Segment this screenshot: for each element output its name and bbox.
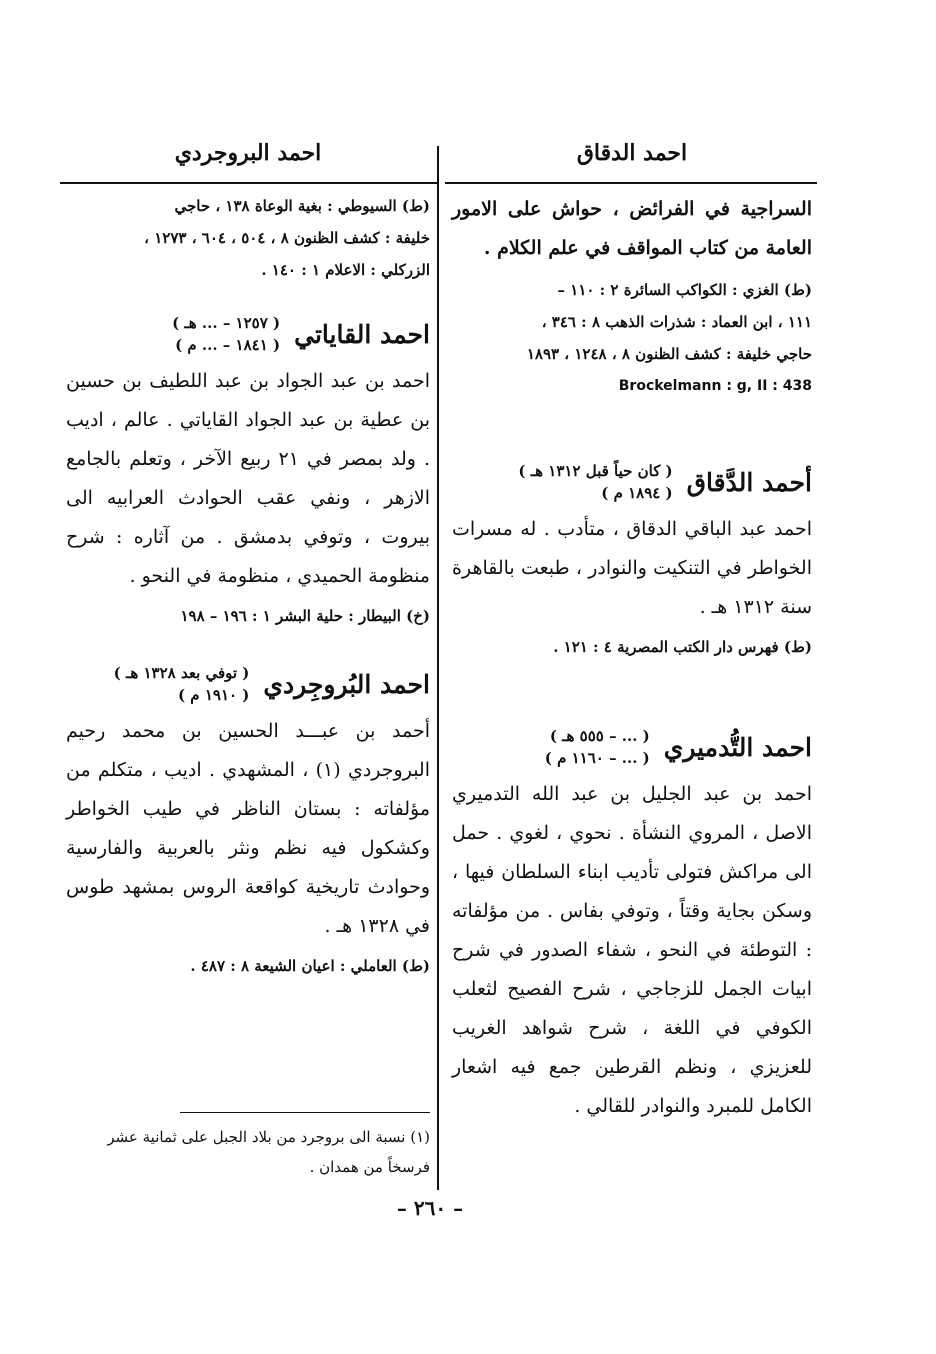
entry-name: احمد القاياتي (294, 319, 430, 349)
footnote: (١) نسبة الى بروجرد من بلاد الجبل على ثمانية عشر فرسخاً من همدان . (107, 1128, 430, 1176)
date-gregorian: ( ١٨٤١ – ... م ) (175, 336, 281, 354)
reference-line: ١١١ ، ابن العماد : شذرات الذهب ٨ : ٣٤٦ ، (541, 313, 812, 331)
page-number: – ٢٦٠ – (396, 1196, 464, 1220)
reference-line: خليفة : كشف الظنون ٨ ، ٥٠٤ ، ٦٠٤ ، ١٢٧٣ ، (144, 229, 430, 247)
entry-text: احمد عبد الباقي الدقاق ، متأدب . له مسرات الخواطر في التنكيت والنوادر ، طبعت بالقاهرة سنة ١٣١٢ هـ . (452, 518, 812, 618)
reference-line: (ط) السيوطي : بغية الوعاة ١٣٨ ، حاجي (174, 197, 430, 215)
date-gregorian: ( ١٩١٠ م ) (177, 686, 250, 704)
header-rule-left (60, 182, 438, 184)
entry-text: احمد بن عبد الجواد بن عبد اللطيف بن حسين بن عطية بن عبد الجواد القاياتي . عالم ، اديب . ولد بمصر في ٢١ ربيع الآخر ، وتعلم بالجامع الازهر ، ونفي عقب الحوادث العرابيه الى بيروت ، وتوفي بدمشق . من آثاره : شرح منظومة الحميدي ، منظومة في النحو . (66, 370, 430, 587)
entry-name: احمد البُروجِردي (263, 669, 430, 699)
entry-reference: (ط) العاملي : اعيان الشيعة ٨ : ٤٨٧ . (190, 957, 430, 975)
date-hijri: ( توفي بعد ١٣٢٨ هـ ) (113, 664, 250, 682)
continuation-text: السراجية في الفرائض ، حواش على الامور العامة من كتاب المواقف في علم الكلام . (452, 198, 812, 259)
entry-dates (172, 312, 280, 356)
entry-reference: (خ) البيطار : حلية البشر ١ : ١٩٦ – ١٩٨ (180, 607, 430, 625)
latin-reference: Brockelmann : g, II : 438 (618, 378, 812, 394)
entry-heading-borujerdi (66, 662, 430, 706)
column-divider (437, 146, 439, 1190)
header-rule-right (445, 182, 817, 184)
reference-line: حاجي خليفة : كشف الظنون ٨ ، ١٢٤٨ ، ١٨٩٣ (526, 345, 812, 363)
entry-dates (518, 460, 672, 504)
entry-dates (545, 725, 650, 769)
entry-text: احمد بن عبد الجليل بن عبد الله التدميري الاصل ، المروي النشأة . نحوي ، لغوي . حمل الى مراكش فتولى تأديب ابناء السلطان فيها ، وسكن بجاية وقتاً ، وتوفي بفاس . من مؤلفاته : التوطئة في النحو ، شفاء الصدور في شرح ابيات الجمل للزجاجي ، شرح الفصيح لثعلب الكوفي في اللغة ، شرح شواهد الغريب للعزيزي ، ونظم القرطين جمع فيه اشعار الكامل للمبرد والنوادر للقالي . (452, 783, 812, 1117)
entry-heading-daqqaq (452, 460, 812, 504)
right-column (452, 190, 812, 1126)
continuation-references (66, 190, 430, 286)
running-header-right: احمد الدقاق (576, 140, 688, 166)
continuation-references (452, 274, 812, 402)
entry-name: أحمد الدَّقاق (686, 467, 812, 497)
running-header-left: احمد البروجردي (174, 140, 322, 166)
entry-heading-tadmiri (452, 725, 812, 769)
date-hijri: ( ١٢٥٧ – ... هـ ) (172, 314, 281, 332)
left-column (66, 190, 430, 982)
footnote-rule (180, 1112, 430, 1113)
entry-heading-qayati (66, 312, 430, 356)
date-gregorian: ( ... – ١١٦٠ م ) (544, 749, 650, 767)
reference-line: الزركلي : الاعلام ١ : ١٤٠ . (261, 261, 430, 279)
entry-text: أحمد بن عبـــد الحسين بن محمد رحيم البروجردي (١) ، المشهدي . اديب ، متكلم من مؤلفاته : بستان الناظر في طيب الخواطر وكشكول فيه نظم ونثر بالعربية والفارسية وحوادث تاريخية كواقعة الروس بمشهد طوس في ١٣٢٨ هـ . (66, 720, 430, 937)
date-hijri: ( ... – ٥٥٥ هـ ) (549, 727, 650, 745)
entry-name: احمد التُّدميري (663, 732, 812, 762)
date-gregorian: ( ١٨٩٤ م ) (601, 484, 673, 502)
entry-dates (114, 662, 250, 706)
date-hijri: ( كان حياً قبل ١٣١٢ هـ ) (518, 462, 673, 480)
entry-reference: (ط) فهرس دار الكتب المصرية ٤ : ١٢١ . (553, 638, 812, 656)
reference-line: (ط) الغزي : الكواكب السائرة ٢ : ١١٠ – (557, 281, 812, 299)
